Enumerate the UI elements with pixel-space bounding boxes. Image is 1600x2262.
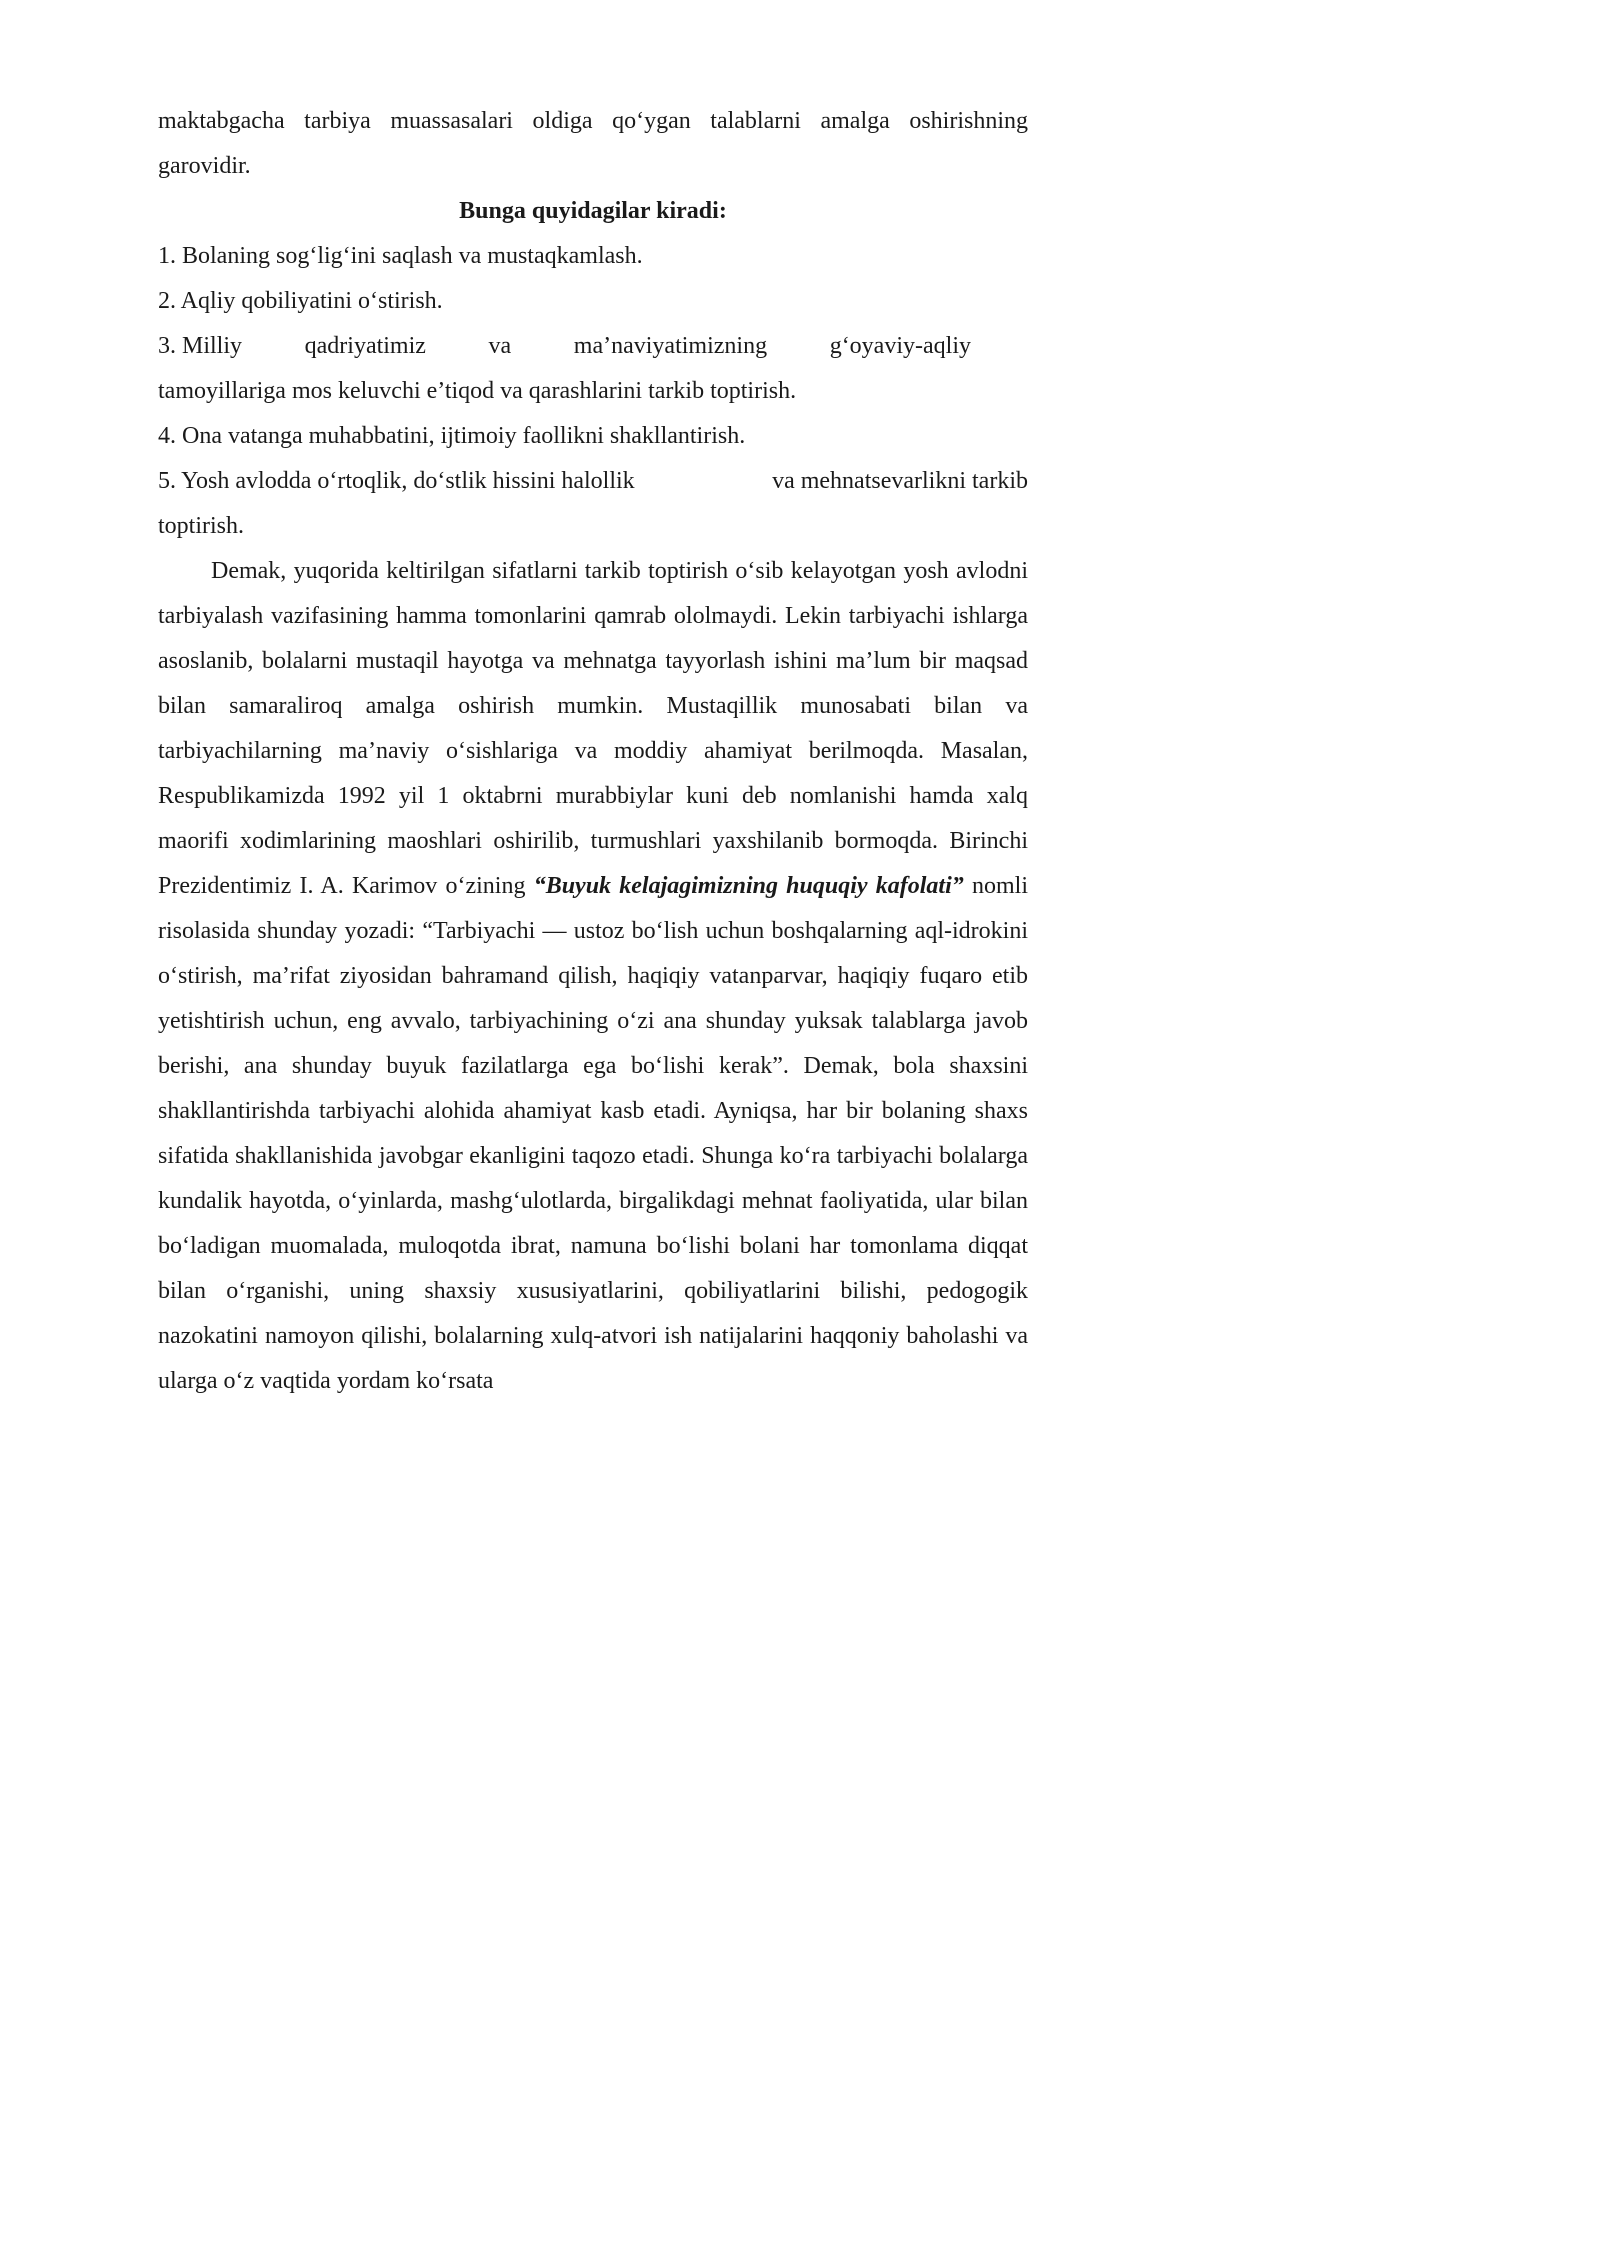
list-item-3-word: va: [488, 333, 512, 359]
list-item-3-word: qadriyatimiz: [304, 333, 426, 359]
list-item-5-line-1: [158, 459, 1028, 504]
book-title: “Buyuk kelajagimizning huquqiy kafolati”: [533, 873, 964, 899]
list-item-5-right: va mehnatsevarlikni tarkib: [772, 468, 1028, 494]
list-item-3-word: 3. Milliy: [158, 333, 243, 359]
main-text-part-2: nomli risolasida shunday yozadi: “Tarbiyachi — ustoz bo‘lish uchun boshqalarning aql-idrokini o‘stirish, ma’rifat ziyosidan bahramand qilish, haqiqiy vatanparvar, haqiqiy fuqaro etib yetishtirish uchun, eng avvalo, tarbiyachining o‘zi ana shunday yuksak talablarga javob berishi, ana shunday buyuk fazilatlarga ega bo‘lishi kerak”. Demak, bola shaxsini shakllantirishda tarbiyachi alohida ahamiyat kasb etadi. Ayniqsa, har bir bolaning shaxs sifatida shakllanishida javobgar ekanligini taqozo etadi. Shunga ko‘ra tarbiyachi bolalarga kundalik hayotda, o‘yinlarda, mashg‘ulotlarda, birgalikdagi mehnat faoliyatida, ular bilan bo‘ladigan muomalada, muloqotda ibrat, namuna bo‘lishi bolani har tomonlama diqqat bilan o‘rganishi, uning shaxsiy xususiyatlarini, qobiliyatlarini bilishi, pedogogik nazokatini namoyon qilishi, bolalarning xulq-atvori ish natijalarini haqqoniy baholashi va ularga o‘z vaqtida yordam ko‘rsata: [158, 873, 1028, 1394]
main-paragraph: [158, 549, 1028, 1404]
main-text-part-1: Demak, yuqorida keltirilgan sifatlarni tarkib toptirish o‘sib kelayotgan yosh avlodni tarbiyalash vazifasining hamma tomonlarini qamrab ololmaydi. Lekin tarbiyachi ishlarga asoslanib, bolalarni mustaqil hayotga va mehnatga tayyorlash ishini ma’lum bir maqsad bilan samaraliroq amalga oshirish mumkin. Mustaqillik munosabati bilan va tarbiyachilarning ma’naviy o‘sishlariga va moddiy ahamiyat berilmoqda. Masalan, Respublikamizda 1992 yil 1 oktabrni murabbiylar kuni deb nomlanishi hamda xalq maorifi xodimlarining maoshlari oshirilib, turmushlari yaxshilanib bormoqda. Birinchi Prezidentimiz I. A. Karimov o‘zining: [158, 558, 1028, 899]
list-item-5-line-2: toptirish.: [158, 513, 245, 539]
document-page: [158, 99, 1028, 1404]
list-item-2: 2. Aqliy qobiliyatini o‘stirish.: [158, 288, 443, 314]
list-item-3-line-2: tamoyillariga mos keluvchi e’tiqod va qarashlarini tarkib toptirish.: [158, 378, 797, 404]
list-item-5-left: 5. Yosh avlodda o‘rtoqlik, do‘stlik hissini halollik: [158, 468, 635, 494]
intro-paragraph: maktabgacha tarbiya muassasalari oldiga qo‘ygan talablarni amalga oshirishning garovidir.: [158, 108, 1028, 179]
section-heading: Bunga quyidagilar kiradi:: [459, 198, 727, 224]
list-item-1: 1. Bolaning sog‘lig‘ini saqlash va mustaqkamlash.: [158, 243, 643, 269]
list-item-3-word: g‘oyaviy-aqliy: [829, 333, 971, 359]
list-item-3-word: ma’naviyatimizning: [573, 333, 768, 359]
list-item-3-line-1: [158, 324, 1028, 369]
list-item-4: 4. Ona vatanga muhabbatini, ijtimoiy faollikni shakllantirish.: [158, 423, 746, 449]
